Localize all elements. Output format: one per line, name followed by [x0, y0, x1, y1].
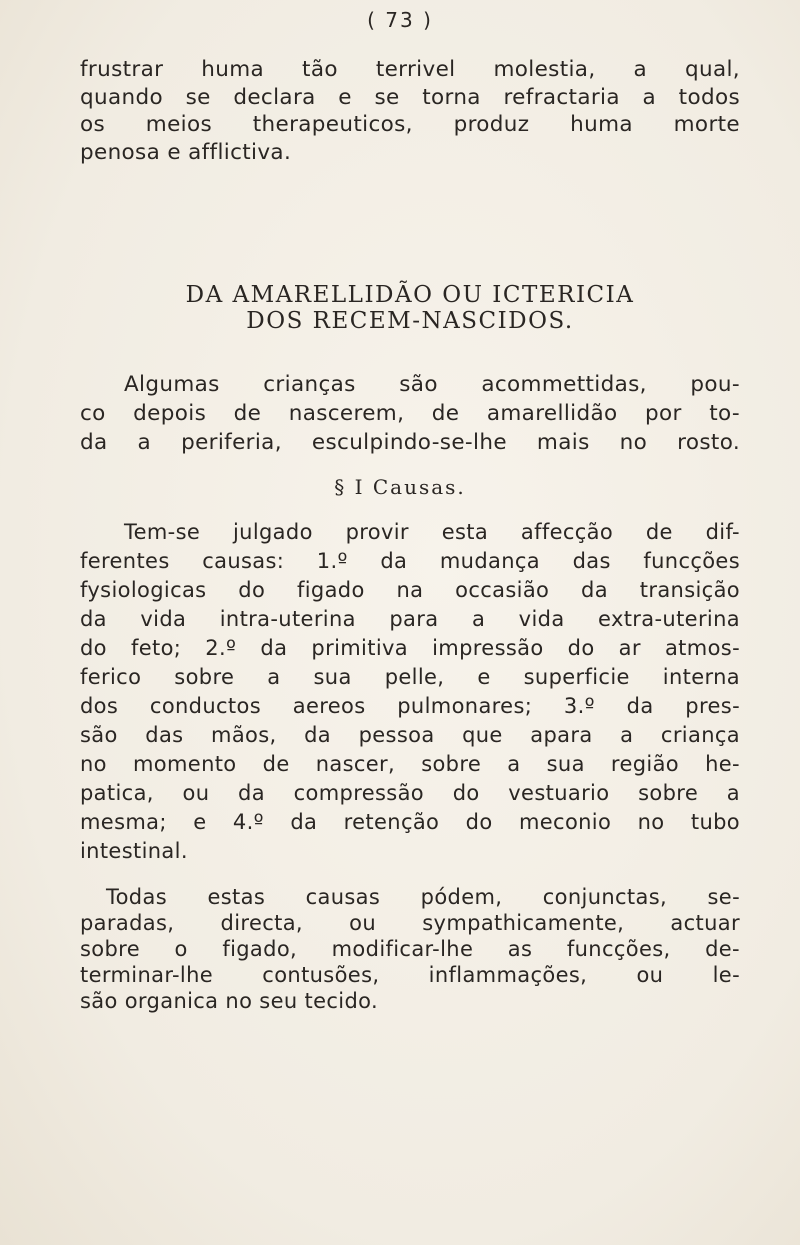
text-line: Tem-se julgado provir esta affecção de dif-	[124, 520, 740, 544]
text-line: sobre o figado, modificar-lhe as funcções, de-	[80, 937, 740, 961]
text-line: os meios therapeuticos, produz huma morte	[80, 112, 740, 137]
text-line: dos conductos aereos pulmonares; 3.º da pres-	[80, 694, 740, 718]
text-line: no momento de nascer, sobre a sua região he-	[80, 752, 740, 776]
chapter-heading	[80, 282, 740, 334]
text-line: ferentes causas: 1.º da mudança das funcções	[80, 549, 740, 573]
text-line: da a periferia, esculpindo-se-lhe mais no rosto.	[80, 430, 740, 455]
text-line: do feto; 2.º da primitiva impressão do ar atmos-	[80, 636, 740, 660]
text-line: da vida intra-uterina para a vida extra-uterina	[80, 607, 740, 631]
text-line: frustrar huma tão terrivel molestia, a qual,	[80, 57, 740, 82]
text-line: são das mãos, da pessoa que apara a criança	[80, 723, 740, 747]
text-line: são organica no seu tecido.	[80, 989, 379, 1013]
paragraph-causes	[80, 518, 740, 866]
text-line: fysiologicas do figado na occasião da transição	[80, 578, 740, 602]
chapter-heading-line-1: DA AMARELLIDÃO OU ICTERICIA	[185, 282, 635, 308]
text-line: patica, ou da compressão do vestuario sobre a	[80, 781, 740, 805]
text-line: Todas estas causas pódem, conjunctas, se-	[106, 885, 740, 909]
text-line: quando se declara e se torna refractaria a todos	[80, 84, 740, 110]
section-heading: § I Causas.	[334, 475, 466, 499]
paragraph-description	[80, 370, 740, 457]
text-line: paradas, directa, ou sympathicamente, actuar	[80, 911, 740, 935]
text-line: Algumas crianças são acommettidas, pou-	[124, 372, 740, 397]
chapter-heading-line-2: DOS RECEM-NASCIDOS.	[246, 308, 574, 334]
text-line: ferico sobre a sua pelle, e superficie interna	[80, 665, 740, 689]
text-line: intestinal.	[80, 839, 188, 863]
paragraph-intro	[80, 56, 740, 166]
text-line: terminar-lhe contusões, inflammações, ou le-	[80, 963, 740, 987]
text-line: penosa e afflictiva.	[80, 139, 292, 165]
paragraph-effects	[80, 884, 740, 1014]
text-line: co depois de nascerem, de amarellidão por to-	[80, 401, 740, 426]
text-line: mesma; e 4.º da retenção do meconio no tubo	[80, 810, 740, 834]
page-number: ( 73 )	[367, 8, 433, 32]
